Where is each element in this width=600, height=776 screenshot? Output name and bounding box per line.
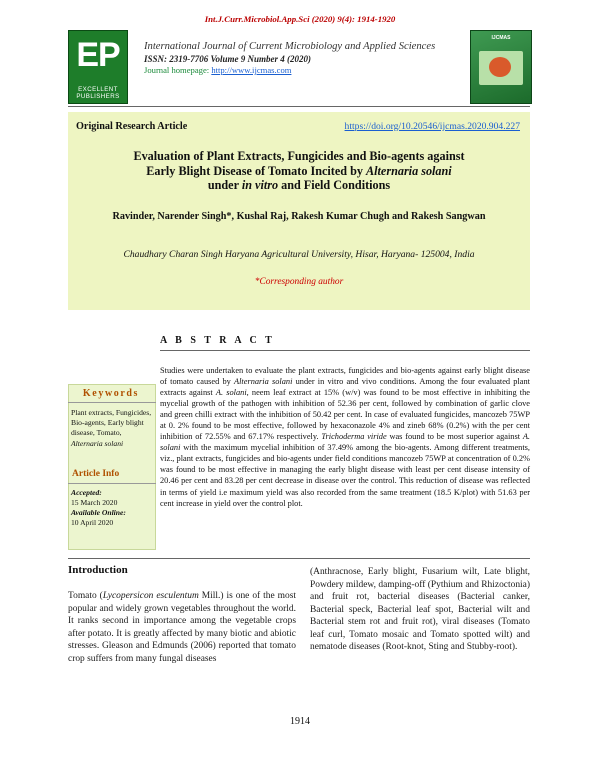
abstract-italic-1: Alternaria solani bbox=[234, 377, 293, 387]
article-info-divider bbox=[68, 483, 156, 484]
journal-cover-thumbnail bbox=[470, 30, 532, 104]
journal-name: International Journal of Current Microbiology and Applied Sciences bbox=[144, 41, 436, 52]
homepage-link[interactable]: http://www.ijcmas.com bbox=[211, 65, 292, 75]
journal-homepage bbox=[144, 65, 464, 76]
journal-header bbox=[144, 40, 464, 76]
article-info bbox=[71, 488, 153, 528]
title-line-2 bbox=[80, 164, 518, 179]
title-line-1: Evaluation of Plant Extracts, Fungicides and Bio-agents against bbox=[133, 149, 465, 163]
title-line-2-text: Early Blight Disease of Tomato Incited by bbox=[146, 163, 367, 178]
issn-line: ISSN: 2319-7706 Volume 9 Number 4 (2020) bbox=[144, 54, 312, 64]
abstract-text bbox=[160, 365, 530, 509]
intro-species-name: Lycopersicon esculentum bbox=[102, 591, 199, 601]
title-pathogen: Alternaria solani bbox=[366, 163, 452, 178]
keywords-divider bbox=[68, 402, 156, 403]
abstract-bottom-divider bbox=[68, 558, 530, 559]
intro-column-1 bbox=[68, 590, 296, 665]
journal-citation: Int.J.Curr.Microbiol.App.Sci (2020) 9(4): 1914-1920 bbox=[204, 14, 396, 24]
title-line-3-suffix: and Field Conditions bbox=[278, 178, 391, 193]
abstract-part-5: with the maximum mycelial inhibition of 37.49% among the bio-agents. Among different treatments, viz., plant extracts, fungicides and bio-agents under field conditions mancozeb 75WP at concentration of 0.2% was found to be most effective in managing the early blight disease with least per cent disease intensity of 20.46 per cent and 83.28 per cent decrease in disease over the control. This reduction of disease was reflected in terms of yield i.e maximum yield was also recorded from the same treatment (18.5 K/plot) with 51.63 per cent increase in yield over the control plot. bbox=[160, 443, 530, 508]
abstract-divider bbox=[160, 350, 530, 351]
accepted-date: 15 March 2020 bbox=[71, 498, 118, 507]
title-in-vitro: in vitro bbox=[241, 178, 279, 193]
keywords-heading: Keywords bbox=[82, 388, 140, 399]
introduction-heading: Introduction bbox=[68, 564, 128, 576]
keywords-list bbox=[71, 408, 153, 449]
intro-col1-rest: Mill.) is one of the most popular and widely grown vegetables throughout the world. It ranks second in importance among the vegetable crops after potato. It is greatly affected by many biotic and abiotic stresses. Gleason and Edmunds (2006) reported that tomato crop suffers from many fungal diseases bbox=[68, 591, 296, 664]
abstract-italic-3: Trichoderma viride bbox=[321, 432, 387, 442]
doi-link[interactable]: https://doi.org/10.20546/ijcmas.2020.904.227 bbox=[344, 121, 520, 132]
logo-letters: EP bbox=[76, 36, 120, 74]
homepage-label: Journal homepage: bbox=[144, 65, 212, 75]
article-info-heading: Article Info bbox=[72, 469, 120, 479]
abstract-part-3: , neem leaf extract at 15% (w/v) was found to be most effective in inhibiting the mycelial growth of the pathogen with inhibition of 52.36 per cent, followed by combination of garlic clove and green chilli extract with the inhibition of 50.42 per cent. In case of evaluated fungicides, mancozeb 75WP at 0. 2% found to be most effective, followed by hexaconazole 4% and zineb 68% (0.2%) with the per cent inhibition of 72.55% and 67.17% respectively. bbox=[160, 388, 531, 442]
intro-col1-start: Tomato ( bbox=[68, 591, 103, 601]
abstract-part-4: was found to be most superior against bbox=[386, 432, 523, 442]
page-number: 1914 bbox=[290, 716, 310, 727]
abstract-italic-4: A. solani bbox=[160, 432, 530, 453]
title-line-3 bbox=[80, 178, 518, 193]
publisher-logo bbox=[68, 30, 128, 104]
cover-title: IJCMAS bbox=[491, 35, 511, 41]
abstract-italic-2: A. solani bbox=[215, 388, 247, 398]
title-line-3-prefix: under bbox=[207, 178, 242, 193]
corresponding-author-note: *Corresponding author bbox=[254, 277, 344, 287]
accepted-label: Accepted: bbox=[71, 488, 102, 497]
affiliation: Chaudhary Charan Singh Haryana Agricultural University, Hisar, Haryana- 125004, India bbox=[123, 249, 475, 260]
cover-image bbox=[479, 51, 523, 85]
online-date: 10 April 2020 bbox=[71, 518, 114, 527]
online-label: Available Online: bbox=[71, 508, 126, 517]
intro-column-2: (Anthracnose, Early blight, Fusarium wilt, Late blight, Powdery mildew, damping-off (Pythium and Rhizoctonia) and fruit rot, bacterial diseases (Bacterial canker, Bacterial speck, Bacterial leaf spot, Bacterial wilt and Bacterial stem rot and fruit rot), viral diseases (Tomato leaf curl, Tomato mosaic and Tomato spotted wilt) and nematode diseases (Root-knot, Sting and Stubby-root). bbox=[310, 567, 530, 652]
abstract-heading: A B S T R A C T bbox=[160, 335, 275, 346]
keywords-text: Plant extracts, Fungicides, Bio-agents, Early blight disease, Tomato, bbox=[71, 408, 152, 438]
authors: Ravinder, Narender Singh*, Kushal Raj, Rakesh Kumar Chugh and Rakesh Sangwan bbox=[112, 211, 486, 222]
logo-publisher-text: EXCELLENT PUBLISHERS bbox=[76, 86, 120, 100]
article-type: Original Research Article bbox=[76, 121, 188, 132]
abstract-part-2: under in vitro and vivo conditions. Among the four evaluated plant extracts against bbox=[160, 377, 530, 398]
header-divider bbox=[68, 106, 530, 107]
paper-title bbox=[80, 149, 518, 193]
abstract-part-1: Studies were undertaken to evaluate the plant extracts, fungicides and bio-agents against early blight disease of tomato caused by bbox=[160, 366, 530, 387]
keywords-italic: Alternaria solani bbox=[71, 438, 124, 448]
